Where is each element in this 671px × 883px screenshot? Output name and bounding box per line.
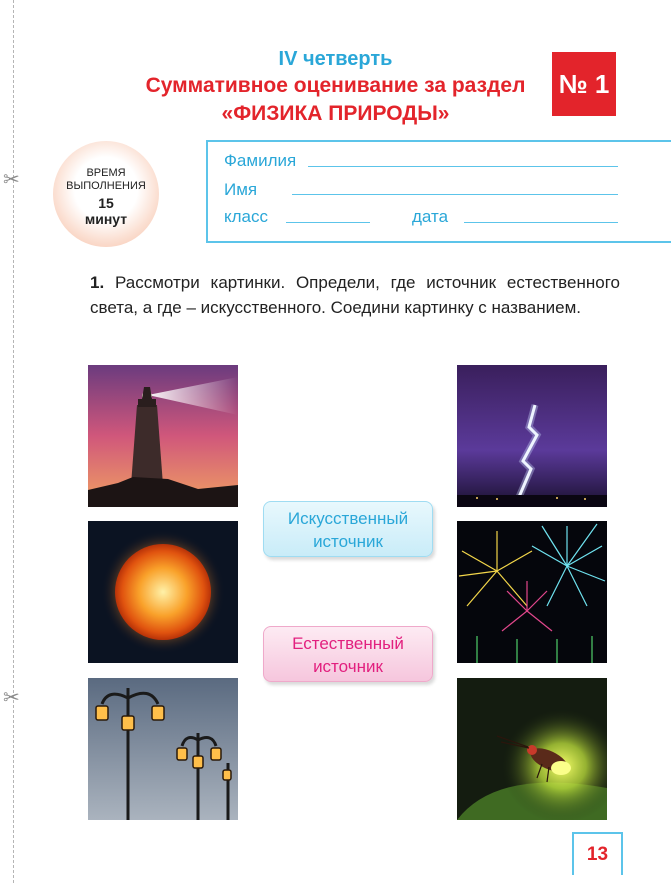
time-value: 15 bbox=[98, 195, 114, 211]
sun-picture[interactable] bbox=[88, 521, 238, 663]
name-field[interactable] bbox=[292, 194, 618, 195]
date-field[interactable] bbox=[464, 222, 618, 223]
firefly-picture[interactable] bbox=[457, 678, 607, 820]
surname-field[interactable] bbox=[308, 166, 618, 167]
scissors-icon: ✂ bbox=[3, 687, 20, 709]
lightning-picture[interactable] bbox=[457, 365, 607, 507]
artificial-source-card[interactable] bbox=[263, 501, 433, 557]
class-field[interactable] bbox=[286, 222, 370, 223]
page-number: 13 bbox=[572, 832, 623, 875]
surname-label: Фамилия bbox=[224, 151, 297, 170]
fireworks-picture[interactable] bbox=[457, 521, 607, 663]
artificial-source-line2: источник bbox=[313, 532, 383, 551]
assessment-title: Суммативное оценивание за раздел bbox=[145, 74, 526, 97]
lighthouse-picture[interactable] bbox=[88, 365, 238, 507]
time-unit: минут bbox=[84, 211, 128, 227]
cut-line bbox=[13, 0, 14, 883]
natural-source-line2: источник bbox=[313, 657, 383, 676]
name-label: Имя bbox=[224, 180, 258, 199]
assessment-number-badge: № 1 bbox=[552, 52, 616, 116]
task-text: Рассмотри картинки. Определи, где источник естественного света, а где – искусственного. Соедини картинку с названием. bbox=[90, 273, 620, 317]
street-lamps-picture[interactable] bbox=[88, 678, 238, 820]
sun-icon bbox=[88, 521, 238, 663]
lighthouse-icon bbox=[88, 365, 238, 507]
task-1 bbox=[90, 270, 620, 320]
lightning-icon bbox=[457, 365, 607, 507]
time-badge bbox=[53, 141, 159, 247]
quarter-title: IV четверть bbox=[278, 48, 393, 70]
class-label: класс bbox=[224, 207, 269, 226]
scissors-icon: ✂ bbox=[3, 169, 20, 191]
street-lamp-icon bbox=[88, 678, 238, 820]
time-label-1: ВРЕМЯ bbox=[86, 167, 126, 179]
task-number: 1. bbox=[90, 273, 105, 292]
artificial-source-line1: Искусственный bbox=[287, 509, 409, 528]
section-title: «ФИЗИКА ПРИРОДЫ» bbox=[221, 102, 450, 125]
time-label-2: ВЫПОЛНЕНИЯ bbox=[66, 180, 146, 192]
student-info-form bbox=[206, 140, 671, 243]
date-label: дата bbox=[412, 207, 449, 226]
fireworks-icon bbox=[457, 521, 607, 663]
natural-source-line1: Естественный bbox=[292, 634, 404, 653]
firefly-icon bbox=[457, 678, 607, 820]
natural-source-card[interactable] bbox=[263, 626, 433, 682]
